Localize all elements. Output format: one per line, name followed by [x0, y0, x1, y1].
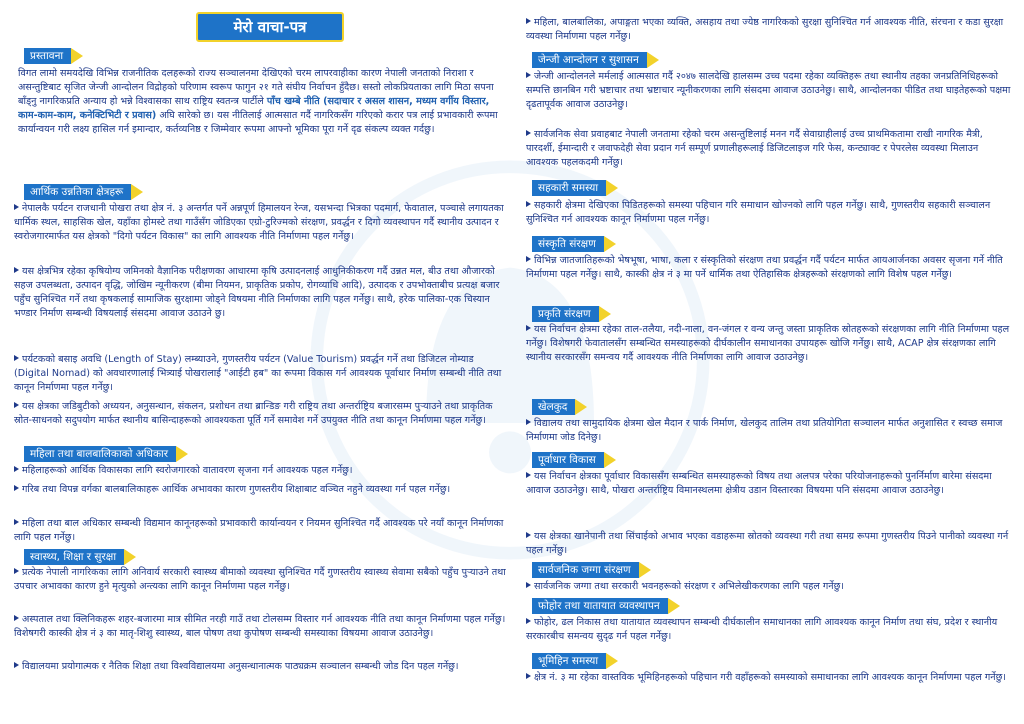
- waste-heading: फोहोर तथा यातायात व्यवस्थापन: [532, 598, 668, 614]
- infra-item-2: यस क्षेत्रका खानेपानी तथा सिंचाईको अभाव भएका वडाहरूमा स्रोतको व्यवस्था गरी तथा समग्र रूपमा गुणस्तरीय पिउने पानीको व्यवस्था गर्न पहल गर्नेछु।: [526, 530, 1012, 559]
- waste-item-1: फोहोर, ढल निकास तथा यातायात व्यवस्थापन सम्बन्धी दीर्घकालीन समाधानका लागि आवश्यक कानून निर्माण तथा संघ, प्रदेश र स्थानीय सरकारबीच समन्वय सुदृढ गर्न पहल गर्नेछु।: [526, 616, 1012, 645]
- women-item-3: महिला तथा बाल अधिकार सम्बन्धी विद्यमान कानूनहरूको प्रभावकारी कार्यान्वयन र नियमन सुनिश्चित गर्दै आवश्यक परे नयाँ कानून निर्माणका लागि पहल गर्नेछु।: [14, 517, 506, 546]
- sports-heading: खेलकुद: [532, 399, 575, 415]
- preamble-text: विगत लामो समयदेखि विभिन्न राजनीतिक दलहरूको राज्य सञ्चालनमा देखिएको चरम लापरवाहीका कारण नेपाली जनताको निराशा र असन्तुष्टिबाट सृजित जेन्जी आन्दोलन विद्रोहको परिणाम स्वरूप फागुन २१ गते संघीय निर्वाचन हुँदैछ। सस्तो लोकप्रियताका लागि मिठा सपना बाँड्नु नागरिकप्रति अन्याय हो भन्ने विश्वासका साथ राष्ट्रिय स्वतन्त्र पार्टीले पाँच खम्बे नीति (सदाचार र असल शासन, मध्यम वर्गीय विस्तार, काम-काम-काम, कनेक्टिभिटी र प्रवास) अघि सारेको छ। यस नीतिलाई आत्मसात गर्दै नागरिकसँग गरिएको करार पत्र लाई प्रभावकारी रूपमा कार्यान्वयन गरी लक्ष्य हासिल गर्न इमान्दार, कर्तव्यनिष्ठ र जिम्मेवार रूपमा आफ्नो भूमिका पूरा गर्ने दृढ संकल्प व्यक्त गर्दछु।: [18, 68, 498, 136]
- public-land-item-1: सार्वजनिक जग्गा तथा सरकारी भवनहरूको संरक्षण र अभिलेखीकरणका लागि पहल गर्नेछु।: [526, 580, 1012, 595]
- nature-item-1: यस निर्वाचन क्षेत्रमा रहेका ताल-तलैया, नदी-नाला, वन-जंगल र वन्य जन्तु जस्ता प्राकृतिक स्रोतहरूको संरक्षणका लागि नीति निर्माणमा पहल गर्नेछु। विशेषगरी फेवातालसँग सम्बन्धित समस्याहरूको दीर्घकालीन समाधानका उपायहरू खोजि गर्नेछु। साथै, ACAP क्षेत्र संरक्षणका लागि स्थानीय सरकारसँग समन्वय गर्दै आवश्यक नीति निर्माणका लागि आवाज उठाउनेछु।: [526, 323, 1012, 394]
- landless-heading: भूमिहिन समस्या: [532, 653, 606, 669]
- econ-heading: आर्थिक उन्नतिका क्षेत्रहरू: [24, 184, 131, 200]
- women-item-2: गरिब तथा विपन्न वर्गका बालबालिकाहरू आर्थिक अभावका कारण गुणस्तरीय शिक्षाबाट वञ्चित नहुने व्यवस्था गर्न पहल गर्नेछु।: [14, 483, 506, 512]
- public-land-heading: सार्वजनिक जग्गा संरक्षण: [532, 562, 639, 578]
- landless-item-1: क्षेत्र नं. ३ मा रहेका वास्तविक भूमिहिनहरूको पहिचान गरी वहाँहरूको समस्याको समाधानका लागि आवश्यक कानून निर्माणमा पहल गर्नेछु।: [526, 671, 1012, 700]
- econ-item-4: यस क्षेत्रका जडिबुटीको अध्ययन, अनुसन्धान, संकलन, प्रशोधन तथा ब्रान्डिङ गरी राष्ट्रिय तथा अन्तर्राष्ट्रिय बजारसम्म पुऱ्याउने तथा प्राकृतिक स्रोत-साधनको सदुपयोग मार्फत स्थानीय बासिन्दाहरूको आवश्यकता पूर्ति गर्ने समावेश गर्ने उपयुक्त नीति तथा कानून निर्माणमा पहल गर्नेछु।: [14, 400, 506, 442]
- culture-item-1: विभिन्न जातजातिहरूको भेषभूषा, भाषा, कला र संस्कृतिको संरक्षण तथा प्रवर्द्धन गर्दै पर्यटन मार्फत आयआर्जनका अवसर सृजना गर्ने नीति निर्माणमा पहल गर्नेछु। साथै, कास्की क्षेत्र नं ३ मा पर्ने धार्मिक तथा ऐतिहासिक क्षेत्रहरूको संरक्षणको लागि विशेष पहल गर्नेछु।: [526, 254, 1012, 297]
- culture-heading: संस्कृति संरक्षण: [532, 236, 604, 252]
- econ-item-1: नेपालकै पर्यटन राजधानी पोखरा तथा क्षेत्र नं. ३ अन्तर्गत पर्ने अन्नपूर्ण हिमालयन रेन्ज, यसभन्दा भित्रका पदमार्ग, फेवाताल, पञ्चासे लगायतका धार्मिक स्थल, साहसिक खेल, यहाँका होमस्टे तथा गाउँसँग जोडिएका एग्रो-टुरिज्मको संरक्षण, प्रवर्द्धन र दिगो व्यवस्थापन गर्दै स्थानीय उत्पादन र स्वरोजगारमार्फत यस क्षेत्रको "दिगो पर्यटन विकास" का लागि आवश्यक नीति निर्माणमा पहल गर्नेछु।: [14, 202, 506, 258]
- health-heading: स्वास्थ्य, शिक्षा र सुरक्षा: [24, 549, 124, 565]
- health-item-1: प्रत्येक नेपाली नागरिकका लागि अनिवार्य सरकारी स्वास्थ्य बीमाको व्यवस्था सुनिश्चित गर्दै गुणस्तरीय स्वास्थ्य सेवामा सबैको पहुँच पुऱ्याउने तथा उपचार अभावका कारण हुने मृत्युको अन्त्यका लागि कानून निर्माणमा पहल गर्नेछु।: [14, 566, 506, 609]
- women-heading: महिला तथा बालबालिकाको अधिकार: [24, 446, 176, 462]
- preamble-heading: प्रस्तावना: [24, 48, 71, 64]
- econ-item-2: यस क्षेत्रभित्र रहेका कृषियोग्य जमिनको वैज्ञानिक परीक्षणका आधारमा कृषि उत्पादनलाई आधुनिकीकरण गर्दै उन्नत मल, बीउ तथा औजारको सहज उपलब्धता, उत्पादन वृद्धि, जोखिम न्यूनीकरण (बीमा नियमन, प्राकृतिक प्रकोप, रोगव्याधि आदि), उत्पादक र उपभोक्ताबीच प्रत्यक्ष बजार पहुँच सुनिश्चित गर्ने तथा कृषकलाई सामाजिक सुरक्षामा जोड्ने विषयमा नीति निर्माणका लागि पहल गर्नेछु। साथै, हरेक पालिका-एक चिस्यान भण्डार निर्माण सम्बन्धी विषयलाई संसदमा आवाज उठाउने छु।: [14, 265, 506, 350]
- women-security-item: महिला, बालबालिका, अपाङ्गता भएका व्यक्ति, असहाय तथा ज्येष्ठ नागरिकको सुरक्षा सुनिश्चित गर्न आवश्यक नीति, संरचना र कडा सुरक्षा व्यवस्था निर्माणमा पहल गर्नेछु।: [526, 16, 1012, 45]
- nature-heading: प्रकृति संरक्षण: [532, 306, 599, 322]
- infra-heading: पूर्वाधार विकास: [532, 452, 604, 468]
- infra-item-1: यस निर्वाचन क्षेत्रका पूर्वाधार विकाससँग सम्बन्धित समस्याहरूको विषय तथा अलपत्र परेका परियोजनाहरूको पुनर्निर्माण बारेमा संसदमा आवाज उठाउनेछु। साथै, पोखरा अन्तर्राष्ट्रिय विमानस्थलमा क्षेत्रीय उडान विस्तारका विषयमा पनि संसदमा आवाज उठाउनेछु।: [526, 470, 1012, 527]
- women-item-1: महिलाहरूको आर्थिक विकासका लागि स्वरोजगारको वातावरण सृजना गर्न आवश्यक पहल गर्नेछु।: [14, 464, 506, 479]
- coop-item-1: सहकारी क्षेत्रमा देखिएका पिडितहरूको समस्या पहिचान गरि समाधान खोज्नको लागि पहल गर्नेछु। साथै, गुणस्तरीय सहकारी सञ्चालन सुनिश्चित गर्न आवश्यक कानून निर्माणमा पहल गर्नेछु।: [526, 199, 1012, 228]
- manifesto-title: मेरो वाचा-पत्र: [196, 12, 344, 42]
- five-pillar-policy: पाँच खम्बे नीति (सदाचार र असल शासन, मध्यम वर्गीय विस्तार, काम-काम-काम, कनेक्टिभिटी र प्रवास): [18, 96, 490, 122]
- health-item-2: अस्पताल तथा क्लिनिकहरू शहर-बजारमा मात्र सीमित नरही गाउँ तथा टोलसम्म विस्तार गर्न आवश्यक नीति तथा कानून निर्माणमा पहल गर्नेछु। विशेषगरी कास्की क्षेत्र नं ३ का मातृ-शिशु स्वास्थ्य, बाल पोषण तथा कुपोषण सम्बन्धी समस्याका विषयमा आवाज उठाउनेछु।: [14, 613, 506, 656]
- sports-item-1: विद्यालय तथा सामुदायिक क्षेत्रमा खेल मैदान र पार्क निर्माण, खेलकुद तालिम तथा प्रतियोगिता सञ्चालन मार्फत अनुशासित र स्वच्छ समाज निर्माणमा जोड दिनेछु।: [526, 417, 1012, 446]
- coop-heading: सहकारी समस्या: [532, 180, 606, 196]
- genz-heading: जेन्जी आन्दोलन र सुशासन: [532, 52, 647, 68]
- genz-item-2: सार्वजनिक सेवा प्रवाहबाट नेपाली जनतामा रहेको चरम असन्तुष्टिलाई मनन गर्दै सेवाग्राहीलाई उच्च प्राथमिकतामा राखी नागरिक मैत्री, पारदर्शी, ईमान्दारी र जवाफदेही सेवा प्रदान गर्न सम्पूर्ण प्रणालीहरूलाई डिजिटलाइज गरि फेस, कन्ट्याक्ट र पेपरलेस व्यवस्था मिलाउन आवश्यक पहलकदमी गर्नेछु।: [526, 128, 1012, 171]
- genz-item-1: जेन्जी आन्दोलनले मर्मलाई आत्मसात गर्दै २०४७ सालदेखि हालसम्म उच्च पदमा रहेका व्यक्तिहरू तथा स्थानीय तहका जनप्रतिनिधिहरूको सम्पत्ति छानबिन गरी भ्रष्टाचार तथा भ्रष्टाचार न्यूनीकरणका लागि संसदमा आवाज उठाउनेछु। साथै, आन्दोलनका पीडित तथा घाइतेहरूको पक्षमा दृढतापूर्वक आवाज उठाउनेछु।: [526, 70, 1012, 126]
- health-item-3: विद्यालयमा प्रयोगात्मक र नैतिक शिक्षा तथा विश्वविद्यालयमा अनुसन्धानात्मक पाठ्यक्रम सञ्चालन सम्बन्धी जोड दिन पहल गर्नेछु।: [14, 660, 506, 689]
- econ-item-3: पर्यटकको बसाइ अवधि (Length of Stay) लम्ब्याउने, गुणस्तरीय पर्यटन (Value Tourism) प्रवर्द्धन गर्ने तथा डिजिटल नोम्याड (Digital Nomad) को अवधारणालाई भित्र्याई पोखरालाई "आईटी हब" का रूपमा विकास गर्न आवश्यक पूर्वाधार निर्माण सम्बन्धी नीति तथा कानून निर्माणमा पहल गर्नेछु।: [14, 353, 506, 395]
